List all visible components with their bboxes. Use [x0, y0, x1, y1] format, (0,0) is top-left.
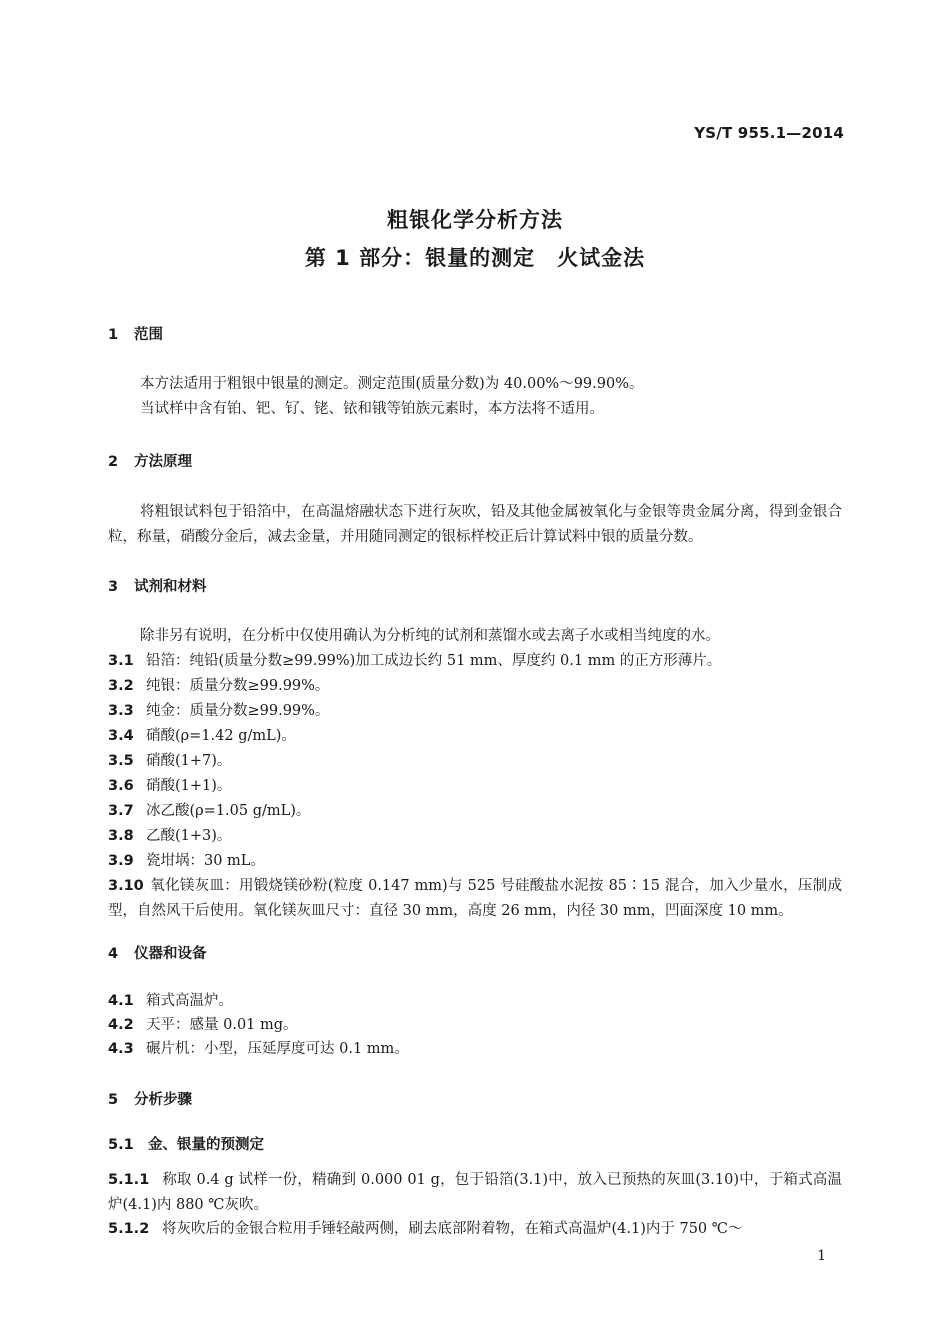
reagent-item — [108, 799, 842, 824]
item-number: 3.9 — [108, 853, 134, 869]
subsection-title: 金、银量的预测定 — [148, 1137, 264, 1153]
item-text: 瓷坩埚：30 mL。 — [146, 853, 265, 869]
reagent-item — [108, 724, 842, 749]
item-text: 硝酸(1+1)。 — [146, 778, 232, 794]
item-text: 纯金：质量分数≥99.99%。 — [146, 703, 330, 719]
reagent-item — [108, 749, 842, 774]
procedure-item — [108, 1217, 842, 1242]
section-title: 分析步骤 — [134, 1092, 192, 1108]
item-text: 硝酸(1+7)。 — [146, 753, 232, 769]
apparatus-item — [108, 1037, 842, 1062]
section-number: 2 — [108, 454, 119, 470]
principle-paragraph: 将粗银试料包于铅箔中，在高温熔融状态下进行灰吹，铅及其他金属被氧化与金银等贵金属分离，得到金银合粒，称量，硝酸分金后，减去金量，并用随同测定的银标样校正后计算试料中银的质量分数。 — [108, 504, 842, 545]
item-number: 3.10 — [108, 878, 144, 894]
item-number: 4.3 — [108, 1041, 134, 1057]
item-text: 天平：感量 0.01 mg。 — [146, 1017, 298, 1033]
scope-paragraph-1: 本方法适用于粗银中银量的测定。测定范围(质量分数)为 40.00%～99.90%。 — [140, 376, 644, 392]
section-number: 1 — [108, 327, 119, 343]
reagent-item — [108, 849, 842, 874]
scope-paragraph-2: 当试样中含有铂、钯、钌、铑、铱和锇等铂族元素时，本方法将不适用。 — [140, 401, 604, 417]
page-number: 1 — [817, 1248, 826, 1264]
item-number: 5.1.1 — [108, 1172, 150, 1188]
item-text: 纯银：质量分数≥99.99%。 — [146, 678, 330, 694]
section-title: 范围 — [134, 327, 163, 343]
section-heading-procedure — [108, 1088, 192, 1109]
item-number: 5.1.2 — [108, 1221, 150, 1237]
reagent-item — [108, 699, 842, 724]
item-number: 3.7 — [108, 803, 134, 819]
section-heading-principle — [108, 450, 192, 471]
section-title: 仪器和设备 — [134, 946, 207, 962]
item-number: 4.1 — [108, 993, 134, 1009]
item-text: 铅箔：纯铅(质量分数≥99.99%)加工成边长约 51 mm、厚度约 0.1 mm 的正方形薄片。 — [146, 653, 722, 669]
reagents-intro: 除非另有说明，在分析中仅使用确认为分析纯的试剂和蒸馏水或去离子水或相当纯度的水。 — [140, 628, 720, 644]
item-text: 碾片机：小型，压延厚度可达 0.1 mm。 — [146, 1041, 409, 1057]
document-subtitle: 第 1 部分：银量的测定 火试金法 — [304, 246, 646, 270]
reagent-item — [108, 874, 842, 924]
procedure-item — [108, 1168, 842, 1218]
section-number: 5 — [108, 1092, 119, 1108]
item-number: 3.1 — [108, 653, 134, 669]
apparatus-item — [108, 989, 842, 1014]
item-number: 3.2 — [108, 678, 134, 694]
item-number: 3.5 — [108, 753, 134, 769]
item-text: 乙酸(1+3)。 — [146, 828, 232, 844]
subsection-number: 5.1 — [108, 1137, 134, 1153]
item-number: 3.6 — [108, 778, 134, 794]
item-number: 3.3 — [108, 703, 134, 719]
item-number: 3.4 — [108, 728, 134, 744]
section-title: 方法原理 — [134, 454, 192, 470]
section-number: 4 — [108, 946, 119, 962]
item-text: 硝酸(ρ=1.42 g/mL)。 — [146, 728, 296, 744]
subsection-heading — [108, 1133, 264, 1154]
reagent-item — [108, 824, 842, 849]
section-heading-scope — [108, 323, 163, 344]
section-heading-reagents — [108, 575, 207, 596]
reagent-item — [108, 674, 842, 699]
document-title: 粗银化学分析方法 — [387, 208, 563, 232]
apparatus-item — [108, 1013, 842, 1038]
reagent-item — [108, 649, 842, 674]
item-text: 将灰吹后的金银合粒用手锤轻敲两侧，刷去底部附着物，在箱式高温炉(4.1)内于 750 ℃～ — [162, 1221, 743, 1237]
standard-code: YS/T 955.1—2014 — [694, 124, 844, 142]
item-text: 称取 0.4 g 试样一份，精确到 0.000 01 g，包于铅箔(3.1)中，放入已预热的灰皿(3.10)中，于箱式高温炉(4.1)内 880 ℃灰吹。 — [108, 1172, 842, 1213]
item-number: 3.8 — [108, 828, 134, 844]
reagent-item — [108, 774, 842, 799]
item-text: 冰乙酸(ρ=1.05 g/mL)。 — [146, 803, 311, 819]
section-number: 3 — [108, 579, 119, 595]
section-heading-apparatus — [108, 942, 207, 963]
item-text: 箱式高温炉。 — [146, 993, 233, 1009]
section-title: 试剂和材料 — [134, 579, 207, 595]
item-text: 氧化镁灰皿：用锻烧镁砂粉(粒度 0.147 mm)与 525 号硅酸盐水泥按 85∶15 混合，加入少量水，压制成型，自然风干后使用。氧化镁灰皿尺寸：直径 30 mm，高度 26 mm，内径 30 mm，凹面深度 10 mm。 — [108, 878, 842, 919]
item-number: 4.2 — [108, 1017, 134, 1033]
